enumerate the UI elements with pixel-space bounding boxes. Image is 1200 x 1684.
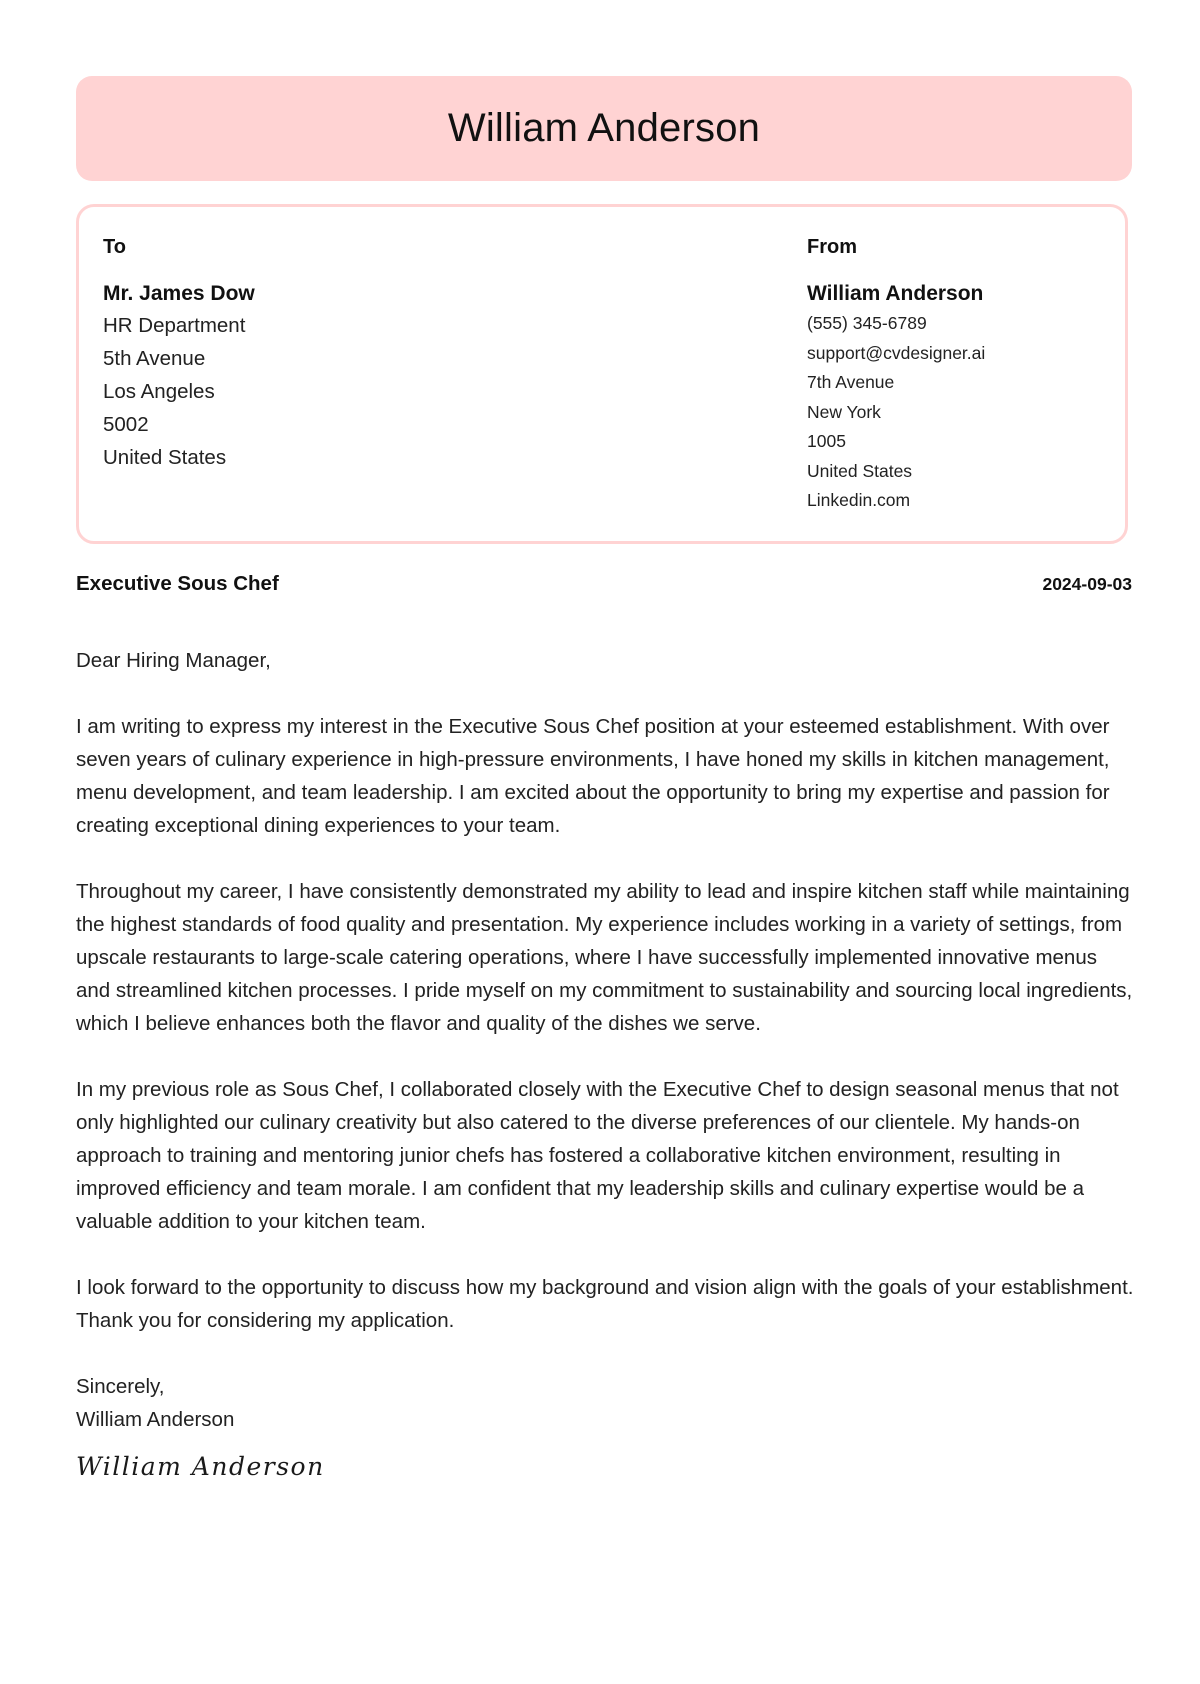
letter-date: 2024-09-03 bbox=[1042, 574, 1132, 594]
sender-label: From bbox=[807, 236, 857, 258]
closing: Sincerely, bbox=[76, 1375, 165, 1398]
recipient-postal-code: 5002 bbox=[103, 413, 149, 436]
recipient-street: 5th Avenue bbox=[103, 347, 206, 370]
sender-linkedin: Linkedin.com bbox=[807, 490, 911, 510]
role-row bbox=[76, 572, 1132, 596]
sender-name: William Anderson bbox=[807, 282, 984, 305]
sender-phone: (555) 345-6789 bbox=[807, 313, 927, 333]
closing-name: William Anderson bbox=[76, 1408, 235, 1431]
page-title: William Anderson bbox=[447, 106, 761, 150]
job-title: Executive Sous Chef bbox=[76, 572, 279, 595]
signature: William Anderson bbox=[76, 1452, 325, 1481]
salutation: Dear Hiring Manager, bbox=[76, 649, 271, 672]
recipient-block bbox=[103, 235, 703, 474]
paragraph-2: Throughout my career, I have consistently demonstrated my ability to lead and inspire kitchen staff while maintaining the highest standards of food quality and presentation. My experience includes working in a variety of settings, from upscale restaurants to large-scale catering operations, where I have successfully implemented innovative menus and streamlined kitchen processes. I pride myself on my commitment to sustainability and sourcing local ingredients, which I believe enhances both the flavor and quality of the dishes we serve. bbox=[76, 880, 1133, 1035]
sender-email: support@cvdesigner.ai bbox=[807, 342, 986, 363]
address-card bbox=[76, 204, 1128, 544]
sender-city: New York bbox=[807, 401, 881, 422]
recipient-label: To bbox=[103, 236, 126, 258]
recipient-country: United States bbox=[103, 446, 227, 469]
paragraph-1: I am writing to express my interest in the Executive Sous Chef position at your esteemed establishment. With over seven years of culinary experience in high-pressure environments, I have honed my skills in kitchen management, menu development, and team leadership. I am excited about the opportunity to bring my expertise and passion for creating exceptional dining experiences to your team. bbox=[76, 715, 1110, 837]
paragraph-3: In my previous role as Sous Chef, I collaborated closely with the Executive Chef to design seasonal menus that not only highlighted our culinary creativity but also catered to the diverse preferences of our clientele. My hands-on approach to training and mentoring junior chefs has fostered a collaborative kitchen environment, resulting in improved efficiency and team morale. I am confident that my leadership skills and culinary expertise would be a valuable addition to your kitchen team. bbox=[76, 1078, 1119, 1233]
recipient-department: HR Department bbox=[103, 314, 246, 337]
sender-street: 7th Avenue bbox=[807, 372, 895, 392]
recipient-name: Mr. James Dow bbox=[103, 282, 255, 305]
sender-block bbox=[807, 235, 1127, 516]
sender-postal-code: 1005 bbox=[807, 431, 846, 451]
sender-country: United States bbox=[807, 460, 913, 481]
recipient-city: Los Angeles bbox=[103, 380, 215, 403]
paragraph-4: I look forward to the opportunity to discuss how my background and vision align with the goals of your establishment. Thank you for considering my application. bbox=[76, 1276, 1134, 1332]
header-banner bbox=[76, 76, 1132, 181]
letter-body bbox=[76, 644, 1136, 1436]
